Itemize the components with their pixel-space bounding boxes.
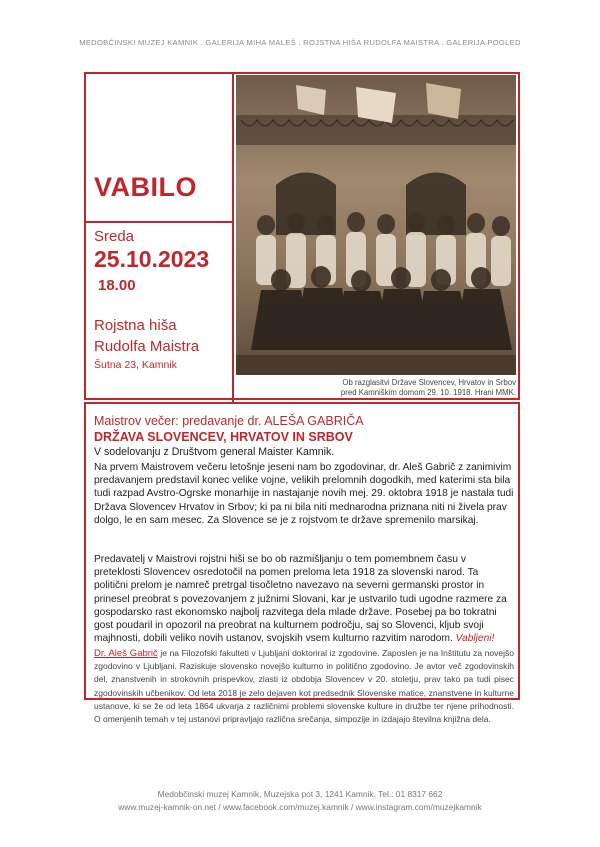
event-venue-line2: Rudolfa Maistra	[94, 338, 200, 355]
event-venue-line1: Rojstna hiša	[94, 317, 177, 334]
photo-illustration	[236, 75, 516, 375]
lecture-subtitle: DRŽAVA SLOVENCEV, HRVATOV IN SRBOV	[94, 430, 353, 444]
event-date: 25.10.2023	[94, 246, 210, 272]
photo-caption-line1: Ob razglasitvi Države Slovencev, Hrvatov in Srbov	[342, 378, 516, 387]
photo-caption	[236, 378, 516, 398]
event-day: Sreda	[94, 228, 135, 245]
event-time: 18.00	[98, 277, 136, 294]
historical-photo	[236, 75, 516, 375]
photo-caption-line2: pred Kamniškim domom 29. 10. 1918. Hrani MMK.	[340, 388, 516, 397]
speaker-bio	[94, 647, 514, 726]
lecture-title: Maistrov večer: predavanje dr. ALEŠA GABRIČA	[94, 414, 364, 428]
footer-address: Medobčinski muzej Kamnik, Muzejska pot 3, 1241 Kamnik, Tel.: 01 8317 662	[157, 789, 443, 799]
frame-divider-vertical	[232, 72, 234, 402]
lecture-paragraph-2-text: Predavatelj v Maistrovi rojstni hiši se bo ob razmišljanju o tem pomembnem času v preteklosti Slovencev osredotočil na pomen preloma leta 1918 za slovenski narod. Ta politični prelom je namreč pretrgal tisočletno navezavo na severni germanski prostor in prinesel preobrat s povezovanjem z južnimi Slovani, kar je ustvarilo tudi ugodne razmere za gospodarsko rast ekonomsko najbolj razvitega dela mlade države. Posebej pa bo tokratni gost poudaril in opozoril na preobrat na kulturnem področju, saj so Slovenci, kljub svoji majhnosti, dobili veliko novih ustanov, svojskih vsem kulturno razvitim narodom.	[94, 554, 507, 645]
lecture-paragraph-2	[94, 553, 514, 645]
institution-header: MEDOBČINSKI MUZEJ KAMNIK . GALERIJA MIHA MALEŠ . ROJSTNA HIŠA RUDOLFA MAISTRA . GALERIJA POGLED	[79, 38, 521, 47]
speaker-name: Dr. Aleš Gabrič	[94, 648, 158, 659]
lecture-paragraph-1: Na prvem Maistrovem večeru letošnje jeseni nam bo zgodovinar, dr. Aleš Gabrič z zanimivim predavanjem predstavil konec velike vojne, velikih prelomnih dogodkih, med katerimi sta bila tudi razpad Avstro-Ogrske monarhije in nastajanje novih mej. 29. oktobra 1918 je nastala tudi Država Slovencev Hrvatov in Srbov; ki pa ni bila niti mednarodna priznana niti ni živela prav dolgo, le en sam mesec. Za Slovence se je z rojstvom te države spremenilo marsikaj.	[94, 462, 514, 526]
frame-divider-horizontal	[84, 221, 234, 223]
event-address: Šutna 23, Kamnik	[94, 359, 177, 371]
footer-links: www.muzej-kamnik-on.net / www.facebook.com/muzej.kamnik / www.instagram.com/muzejkamnik	[118, 802, 482, 812]
invitation-phrase: Vabljeni!	[455, 633, 495, 645]
invitation-title: VABILO	[94, 172, 197, 202]
speaker-bio-text: je na Filozofski fakulteti v Ljubljani doktoriral iz zgodovine. Zaposlen je na Inštitutu za novejšo zgodovino v Ljubljani. Raziskuje slovensko novejšo kulturno in politično zgodovino. Je avtor več zgodovinskih del, znanstvenih in strokovnih prispevkov, zlasti iz obdobja Slovencev v 20. stoletju, prav tako pa tudi pisec zgodovinskih učbenikov. Od leta 2018 je zelo dejaven kot predsednik Slovenske matice, znanstvene in kulturne ustanove, ki se že od leta 1864 ukvarja z različnimi problemi slovenske kulture in družbe ter njene prihodnosti. O omenjenih temah v tej ustanovi pripravljajo različna srečanja, simpozije in izdajajo številna knjižna dela.	[94, 648, 514, 725]
cooperation-note: V sodelovanju z Društvom general Maister Kamnik.	[94, 446, 335, 458]
